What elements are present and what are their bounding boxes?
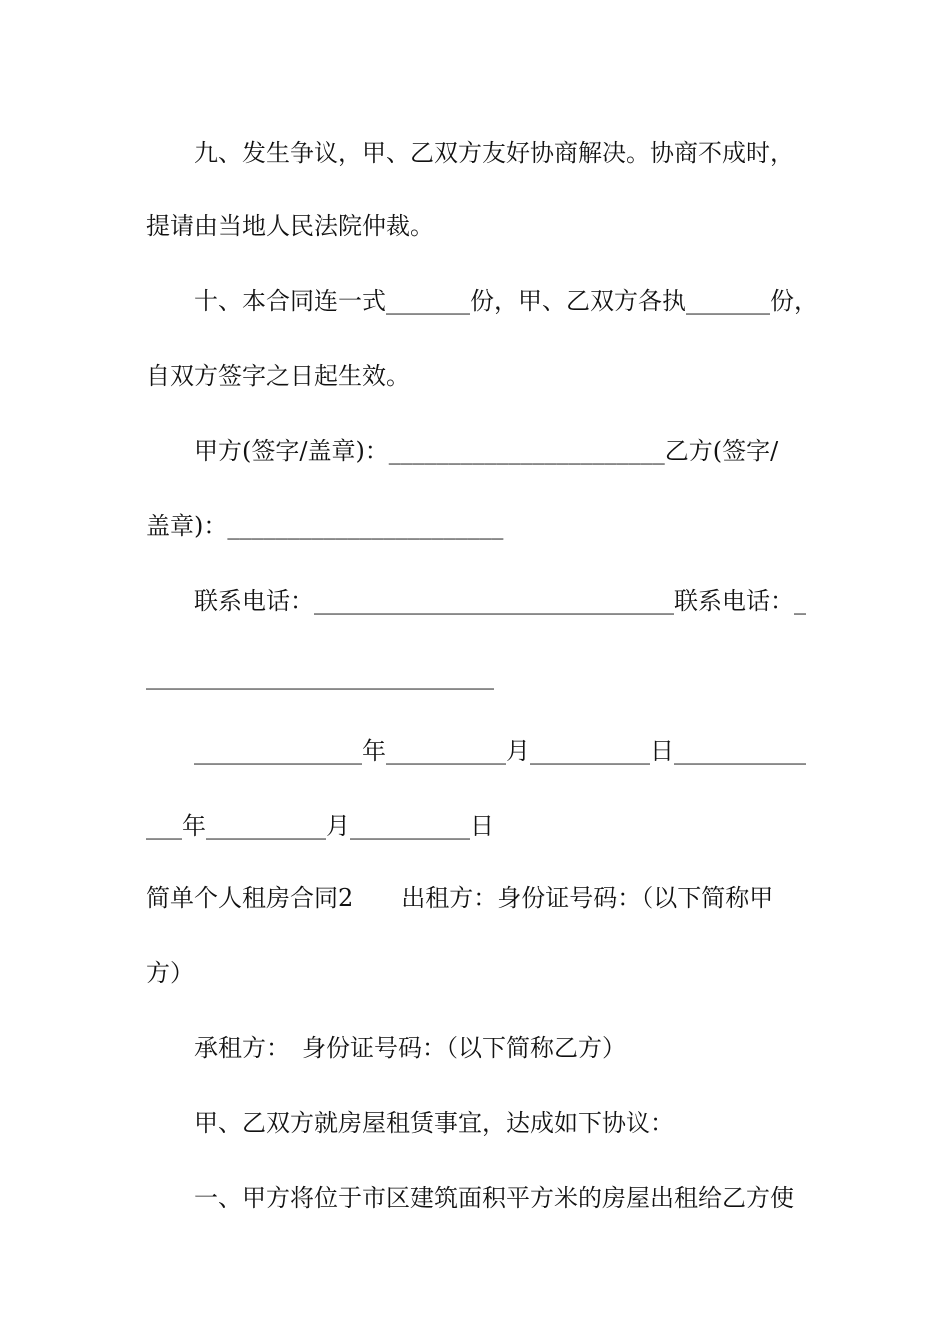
agreement-intro-line: 甲、乙双方就房屋租赁事宜，达成如下协议：: [194, 1109, 674, 1137]
phone-line-1: 联系电话：______________________________联系电话：_: [194, 587, 806, 615]
signature-line-2: 盖章)：_______________________: [146, 512, 504, 540]
clause-10-line-1: 十、本合同连一式_______份，甲、乙双方各执_______份，: [194, 287, 818, 315]
contract-title-line: 简单个人租房合同2 出租方：身份证号码：（以下简称甲: [146, 884, 774, 912]
contract-title-line-2: 方）: [146, 959, 194, 987]
clause-9-line-1: 九、发生争议，甲、乙双方友好协商解决。协商不成时，: [194, 139, 794, 167]
phone-line-2: _____________________________: [146, 662, 494, 690]
clause-9-line-2: 提请由当地人民法院仲裁。: [146, 212, 434, 240]
clause-10-line-2: 自双方签字之日起生效。: [146, 362, 410, 390]
date-line-1: ______________年__________月__________日___________: [194, 737, 806, 765]
lessee-line: 承租方： 身份证号码：（以下简称乙方）: [194, 1034, 626, 1062]
clause-1-line-1: 一、甲方将位于市区建筑面积平方米的房屋出租给乙方使: [194, 1184, 794, 1212]
date-line-2: ___年__________月__________日: [146, 812, 494, 840]
signature-line-1: 甲方(签字/盖章)：_______________________乙方(签字/: [194, 437, 779, 465]
